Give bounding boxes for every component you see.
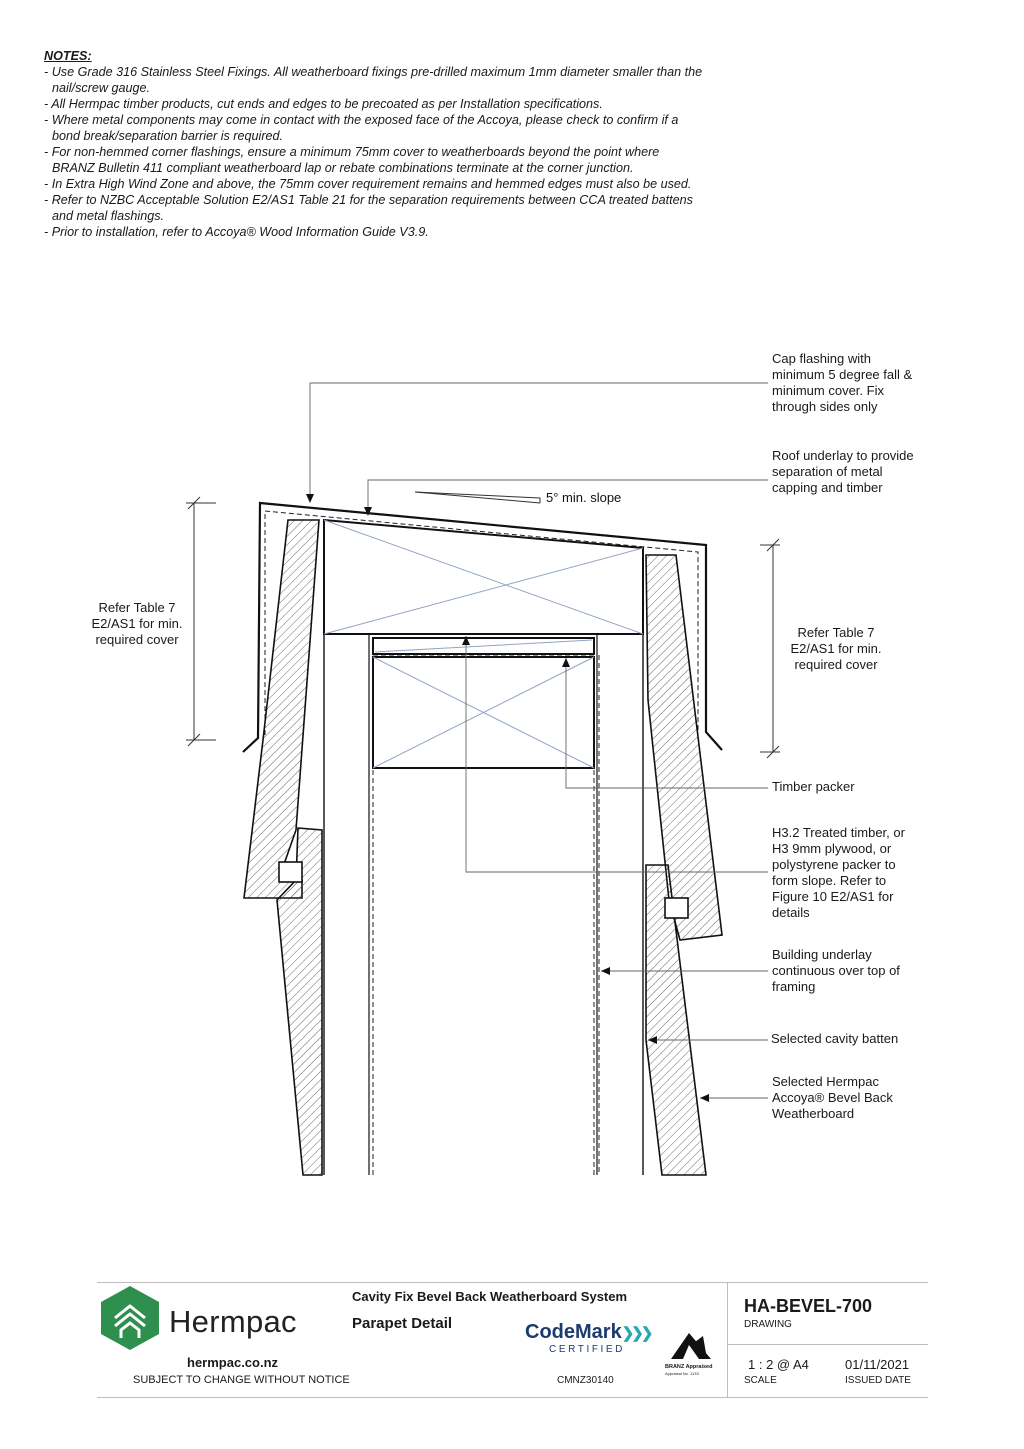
codemark-logo bbox=[525, 1321, 650, 1344]
right-cover-note-line: required cover bbox=[794, 657, 878, 672]
note-item: - For non-hemmed corner flashings, ensure a minimum 75mm cover to weatherboards beyond the point where BRANZ Bulletin 411 compliant weatherboard lap or rebate combinations terminate at the corner junction. bbox=[44, 145, 660, 175]
callout-line: Accoya® Bevel Back bbox=[772, 1090, 893, 1105]
callout-line: Cap flashing with bbox=[772, 351, 871, 366]
scale-label: SCALE bbox=[744, 1375, 777, 1386]
callout-cavity-batten bbox=[771, 1031, 898, 1047]
left-cover-note-line: Refer Table 7 bbox=[98, 600, 176, 615]
title-block-divider bbox=[727, 1344, 928, 1345]
drawing-number: HA-BEVEL-700 bbox=[744, 1296, 873, 1316]
cert-number: CMNZ30140 bbox=[557, 1375, 614, 1386]
notes-heading: NOTES: bbox=[44, 49, 92, 63]
callout-timber-packer bbox=[772, 779, 855, 795]
note-item: - Use Grade 316 Stainless Steel Fixings. All weatherboard fixings pre-drilled maximum 1mm diameter smaller than the nail/screw gauge. bbox=[44, 65, 703, 95]
title-block-border bbox=[97, 1397, 928, 1398]
note-item: - Refer to NZBC Acceptable Solution E2/AS1 Table 21 for the separation requirements between CCA treated battens and metal flashings. bbox=[44, 193, 693, 223]
callout-line: minimum 5 degree fall & bbox=[772, 367, 913, 382]
branz-label: BRANZ Appraised bbox=[665, 1364, 713, 1370]
scale-value: 1 : 2 @ A4 bbox=[748, 1357, 809, 1372]
callout-line: through sides only bbox=[772, 399, 878, 414]
codemark-chevron-icon: ❯❯❯ bbox=[621, 1325, 651, 1342]
right-cover-note-line: E2/AS1 for min. bbox=[790, 641, 882, 656]
callout-line: Selected cavity batten bbox=[771, 1031, 899, 1046]
right-fixing bbox=[665, 898, 688, 918]
callout-line: Building underlay bbox=[772, 947, 872, 962]
left-cover-note-line: required cover bbox=[95, 632, 179, 647]
drawing-label: DRAWING bbox=[744, 1319, 792, 1330]
note-item: - Prior to installation, refer to Accoya® Wood Information Guide V3.9. bbox=[44, 225, 429, 239]
callout-line: polystyrene packer to bbox=[772, 857, 896, 872]
hermpac-logo-icon bbox=[99, 1284, 161, 1352]
title-block-border bbox=[97, 1282, 928, 1283]
detail-title: Parapet Detail bbox=[352, 1315, 453, 1332]
slope-label: 5° min. slope bbox=[546, 490, 622, 505]
callout-line: details bbox=[772, 905, 810, 920]
callout-line: H3 9mm plywood, or bbox=[772, 841, 892, 856]
callout-line: Roof underlay to provide bbox=[772, 448, 914, 463]
note-item: - Where metal components may come in contact with the exposed face of the Accoya, please check to confirm if a bond break/separation barrier is required. bbox=[44, 113, 679, 143]
issued-date-label: ISSUED DATE bbox=[845, 1375, 911, 1386]
disclaimer: SUBJECT TO CHANGE WITHOUT NOTICE bbox=[133, 1374, 350, 1386]
note-item: - In Extra High Wind Zone and above, the 75mm cover requirement remains and hemmed edges must also be used. bbox=[44, 177, 692, 191]
brand-name: Hermpac bbox=[169, 1304, 297, 1339]
system-title: Cavity Fix Bevel Back Weatherboard System bbox=[352, 1289, 628, 1304]
callout-line: capping and timber bbox=[772, 480, 883, 495]
callout-line: H3.2 Treated timber, or bbox=[772, 825, 905, 840]
right-cover-note bbox=[780, 625, 892, 673]
issued-date: 01/11/2021 bbox=[845, 1357, 910, 1372]
callout-treated-timber bbox=[772, 825, 905, 921]
callout-line: continuous over top of bbox=[772, 963, 900, 978]
callout-line: separation of metal bbox=[772, 464, 883, 479]
callout-line: Selected Hermpac bbox=[772, 1074, 879, 1089]
website: hermpac.co.nz bbox=[187, 1355, 279, 1370]
callout-building-underlay bbox=[772, 947, 900, 995]
codemark-text: CodeMark bbox=[525, 1321, 622, 1343]
callout-line: form slope. Refer to bbox=[772, 873, 887, 888]
codemark-certified: CERTIFIED bbox=[549, 1344, 625, 1355]
left-cover-note-line: E2/AS1 for min. bbox=[91, 616, 183, 631]
left-fixing bbox=[279, 862, 302, 882]
branz-sub: Appraisal No. 1133 bbox=[665, 1371, 699, 1376]
callout-line: Figure 10 E2/AS1 for bbox=[772, 889, 894, 904]
right-cover-note-line: Refer Table 7 bbox=[797, 625, 875, 640]
callout-line: framing bbox=[772, 979, 816, 994]
callout-roof-underlay bbox=[772, 448, 914, 496]
callout-line: minimum cover. Fix bbox=[772, 383, 884, 398]
left-cover-note bbox=[82, 600, 192, 648]
callout-weatherboard bbox=[772, 1074, 893, 1122]
title-block-divider bbox=[727, 1282, 728, 1397]
callout-line: Weatherboard bbox=[772, 1106, 855, 1121]
note-item: - All Hermpac timber products, cut ends and edges to be precoated as per Installation specifications. bbox=[44, 97, 603, 111]
branz-appraised-icon bbox=[669, 1331, 713, 1361]
callout-cap-flashing bbox=[772, 351, 912, 415]
callout-line: Timber packer bbox=[772, 779, 855, 794]
title-block bbox=[97, 1282, 928, 1398]
